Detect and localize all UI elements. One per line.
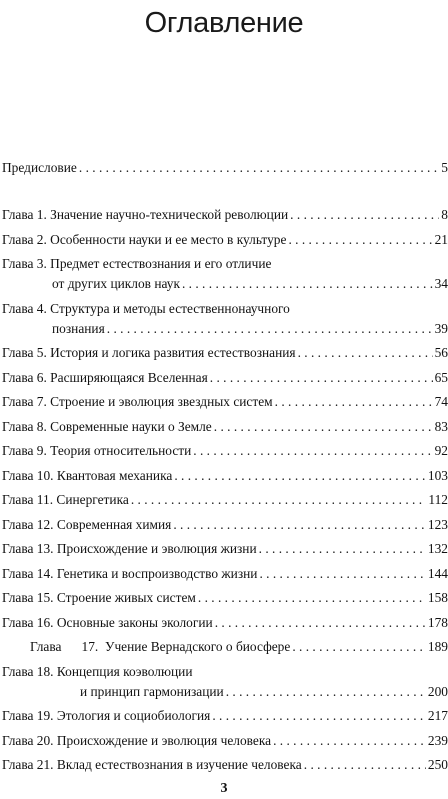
toc-entry-chapter-4 bbox=[0, 299, 448, 339]
toc-entry-chapter-7 bbox=[0, 392, 448, 412]
toc-entry-label: Глава 8. Современные науки о Земле bbox=[2, 418, 212, 434]
toc-leader-dots bbox=[182, 274, 433, 294]
toc-entry-chapter-17 bbox=[0, 637, 448, 657]
toc-entry-label: Глава 2. Особенности науки и ее место в культуре bbox=[2, 231, 287, 247]
toc-entry-page: 112 bbox=[428, 492, 448, 507]
toc-leader-dots bbox=[193, 441, 432, 461]
toc-entry-page: 8 bbox=[441, 207, 448, 222]
toc-entry-label: Глава 7. Строение и эволюция звездных систем bbox=[2, 394, 273, 409]
toc-entry-label: Глава 16. Основные законы экологии bbox=[2, 614, 213, 630]
toc-entry-page: 83 bbox=[434, 418, 448, 434]
toc-entry-preface bbox=[0, 158, 448, 178]
toc-entry-chapter-20 bbox=[0, 731, 448, 751]
toc-entry-chapter-3 bbox=[0, 254, 448, 294]
toc-entry-label-line2: от других циклов наук bbox=[52, 276, 180, 291]
toc-entry-page: 103 bbox=[427, 467, 448, 483]
toc-leader-dots bbox=[226, 682, 426, 702]
toc-entry-page: 21 bbox=[434, 231, 448, 247]
toc-entry-page: 189 bbox=[427, 639, 448, 654]
toc-entry-chapter-11 bbox=[0, 490, 448, 510]
toc-entry-label: Глава 11. Синергетика bbox=[2, 492, 129, 507]
toc-entry-chapter-18 bbox=[0, 662, 448, 702]
toc-entry-chapter-5 bbox=[0, 343, 448, 363]
toc-entry-chapter-8 bbox=[0, 417, 448, 437]
toc-entry-page: 56 bbox=[434, 345, 448, 360]
toc-entry-page: 5 bbox=[441, 160, 448, 175]
toc-leader-dots bbox=[290, 205, 439, 225]
page-title: Оглавление bbox=[144, 7, 304, 39]
toc-entry-page: 74 bbox=[434, 394, 448, 409]
toc-entry-page: 200 bbox=[427, 683, 448, 699]
toc-entry-label-line1: Глава 3. Предмет естествознания и его отличие bbox=[2, 256, 272, 271]
toc-entry-page: 39 bbox=[434, 320, 448, 336]
toc-entry-chapter-12 bbox=[0, 515, 448, 535]
toc-leader-dots bbox=[273, 731, 426, 751]
toc-entry-label-line2: и принцип гармонизации bbox=[80, 683, 224, 699]
toc-leader-dots bbox=[210, 368, 433, 388]
toc-entry-page: 34 bbox=[434, 276, 448, 291]
toc-entry-page: 123 bbox=[427, 516, 448, 532]
toc-entry-label: Глава 20. Происхождение и эволюция человека bbox=[2, 732, 272, 748]
toc-leader-dots bbox=[275, 392, 433, 412]
toc-entry-page: 92 bbox=[434, 443, 448, 458]
toc-entry-page: 250 bbox=[427, 757, 448, 772]
toc-entry-label: Глава 10. Квантовая механика bbox=[2, 467, 173, 483]
toc-entry-page: 158 bbox=[427, 590, 448, 605]
toc-entry-chapter-6 bbox=[0, 368, 448, 388]
toc-entry-chapter-15 bbox=[0, 588, 448, 608]
toc-leader-dots bbox=[214, 417, 433, 437]
toc-entry-page: 144 bbox=[427, 565, 448, 581]
toc-entry-label: Глава 5. История и логика развития естествознания bbox=[2, 345, 296, 360]
page-number: 3 bbox=[220, 781, 228, 796]
toc-entry-chapter-9 bbox=[0, 441, 448, 461]
toc-entry-chapter-13 bbox=[0, 539, 448, 559]
toc-entry-page: 132 bbox=[427, 541, 448, 556]
toc-entry-label: Глава 9. Теория относительности bbox=[2, 443, 192, 458]
toc-entry-label: Глава 21. Вклад естествознания в изучение человека bbox=[2, 757, 302, 772]
toc-entry-label: Глава 12. Современная химия bbox=[2, 516, 172, 532]
toc-entry-label: Глава 14. Генетика и воспроизводство жизни bbox=[2, 565, 258, 581]
toc-entry-page: 217 bbox=[427, 708, 448, 723]
toc-entry-label: Глава 15. Строение живых систем bbox=[2, 590, 196, 605]
toc-leader-dots bbox=[212, 706, 426, 726]
toc-entry-chapter-14 bbox=[0, 564, 448, 584]
toc-entry-chapter-19 bbox=[0, 706, 448, 726]
toc-entry-label-line2: познания bbox=[52, 320, 105, 336]
toc-entry-label: Глава 1. Значение научно-технической революции bbox=[2, 207, 289, 222]
toc-entry-label: Глава 13. Происхождение и эволюция жизни bbox=[2, 541, 257, 556]
toc-entry-line2 bbox=[0, 274, 448, 294]
toc-leader-dots bbox=[304, 755, 426, 775]
toc-entry-page: 65 bbox=[434, 369, 448, 385]
toc-entry-label-line1: Глава 4. Структура и методы естественнонаучного bbox=[2, 300, 290, 316]
toc-entry-page: 239 bbox=[427, 732, 448, 748]
toc-entry-label: Глава 19. Этология и социобиология bbox=[2, 708, 211, 723]
toc-leader-dots bbox=[131, 490, 427, 510]
toc-leader-dots bbox=[107, 319, 433, 339]
toc-entry-chapter-10 bbox=[0, 466, 448, 486]
toc-entry-line2 bbox=[0, 682, 448, 702]
toc-leader-dots bbox=[215, 613, 426, 633]
table-of-contents bbox=[0, 158, 448, 780]
toc-leader-dots bbox=[292, 637, 426, 657]
toc-leader-dots bbox=[288, 230, 432, 250]
toc-leader-dots bbox=[259, 564, 425, 584]
toc-entry-chapter-21 bbox=[0, 755, 448, 775]
toc-leader-dots bbox=[174, 466, 426, 486]
toc-entry-label-line1: Глава 18. Концепция коэволюции bbox=[2, 663, 193, 679]
toc-entry-chapter-2 bbox=[0, 230, 448, 250]
toc-entry-chapter-16 bbox=[0, 613, 448, 633]
toc-entry-line2 bbox=[0, 319, 448, 339]
toc-entry-label: Предисловие bbox=[2, 160, 77, 175]
toc-leader-dots bbox=[79, 158, 439, 178]
toc-leader-dots bbox=[173, 515, 426, 535]
toc-entry-page: 178 bbox=[427, 614, 448, 630]
toc-leader-dots bbox=[198, 588, 426, 608]
toc-leader-dots bbox=[259, 539, 426, 559]
toc-entry-chapter-1 bbox=[0, 205, 448, 225]
toc-entry-label: Глава 6. Расширяющаяся Вселенная bbox=[2, 369, 208, 385]
toc-entry-label: Глава 17. Учение Вернадского о биосфере bbox=[30, 639, 291, 654]
toc-leader-dots bbox=[298, 343, 433, 363]
